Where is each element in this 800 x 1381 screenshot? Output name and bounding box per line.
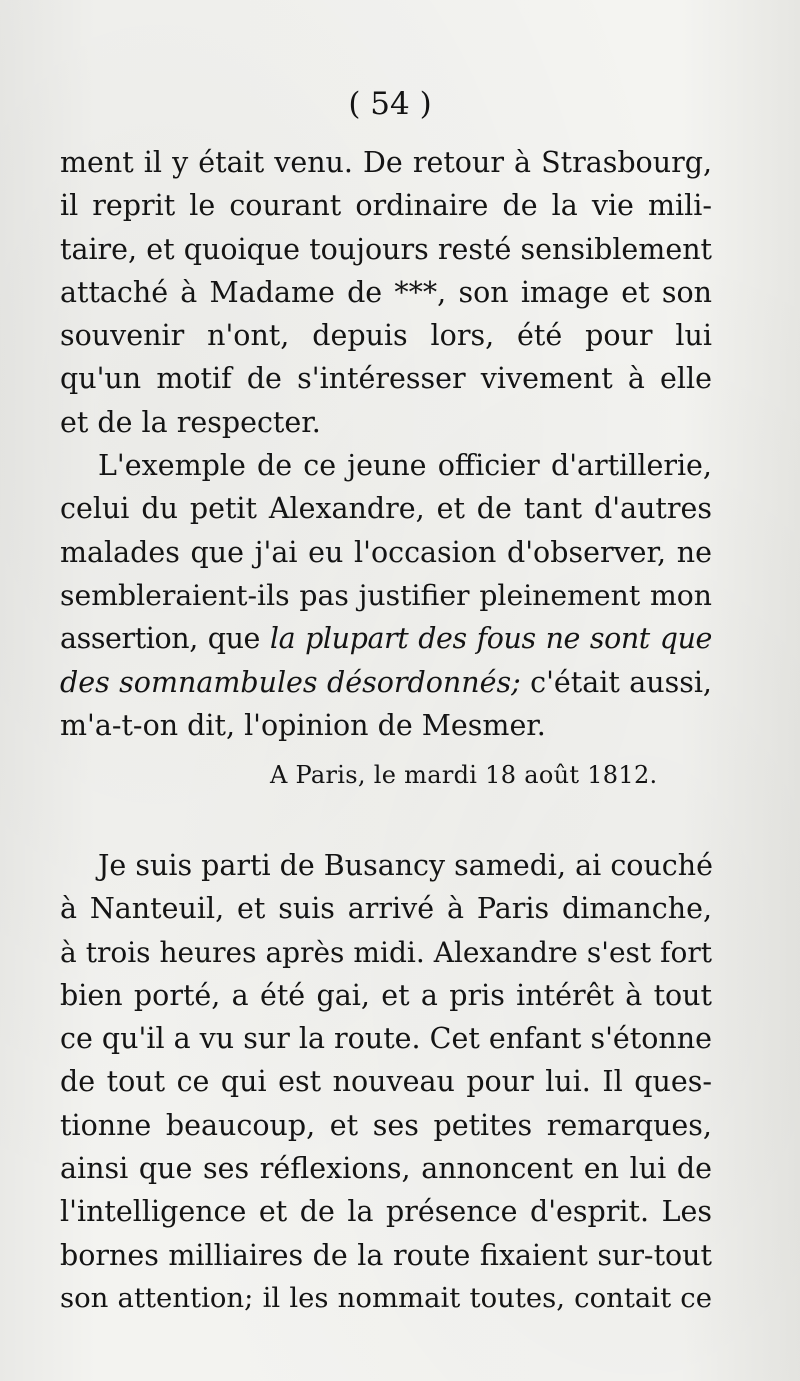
text-line: celui du petit Alexandre, et de tant d'autres — [60, 492, 712, 526]
text-line: Je suis parti de Busancy samedi, ai couché — [98, 849, 713, 882]
text-line: son attention; il les nommait toutes, contait ce — [60, 1281, 712, 1314]
text-line: il reprit le courant ordinaire de la vie mili- — [60, 189, 712, 223]
text-line — [60, 661, 712, 704]
text-line: sembleraient-ils pas justifier pleinement mon — [60, 578, 712, 612]
text-block-upper — [60, 141, 712, 747]
text-line: attaché à Madame de ***, son image et son — [60, 275, 712, 309]
text-line: souvenir n'ont, depuis lors, été pour lui — [60, 319, 712, 353]
text-run: assertion, que — [60, 622, 270, 656]
text-line: m'a-t-on dit, l'opinion de Mesmer. — [60, 708, 546, 742]
page-number: ( 54 ) — [348, 86, 432, 122]
text-line: ment il y était venu. De retour à Strasbourg, — [60, 146, 712, 179]
text-line: à Nanteuil, et suis arrivé à Paris dimanche, — [60, 892, 712, 926]
text-line: bien porté, a été gai, et a pris intérêt à tout — [60, 978, 712, 1012]
text-line — [60, 617, 712, 660]
text-line: ainsi que ses réflexions, annoncent en lui de — [60, 1152, 712, 1186]
italic-quote: la plupart des fous ne sont que — [269, 622, 712, 656]
italic-quote: des somnambules désordonnés; — [60, 665, 521, 699]
text-line: qu'un motif de s'intéresser vivement à elle — [60, 362, 712, 396]
text-line: malades que j'ai eu l'occasion d'observer, ne — [60, 535, 712, 569]
text-line: l'intelligence et de la présence d'esprit. Les — [60, 1195, 712, 1229]
text-line: bornes milliaires de la route fixaient sur-tout — [60, 1238, 712, 1272]
dateline: A Paris, le mardi 18 août 1812. — [270, 761, 658, 789]
text-line: et de la respecter. — [60, 405, 321, 439]
text-line: L'exemple de ce jeune officier d'artillerie, — [98, 449, 712, 483]
text-block-lower — [60, 844, 712, 1320]
text-run: c'était aussi, — [520, 665, 712, 699]
text-line: ce qu'il a vu sur la route. Cet enfant s'étonne — [60, 1022, 712, 1056]
text-line: tionne beaucoup, et ses petites remarques, — [60, 1108, 712, 1142]
text-line: de tout ce qui est nouveau pour lui. Il ques- — [60, 1065, 712, 1099]
text-line: taire, et quoique toujours resté sensiblement — [60, 232, 712, 266]
text-line: à trois heures après midi. Alexandre s'est fort — [60, 935, 712, 969]
